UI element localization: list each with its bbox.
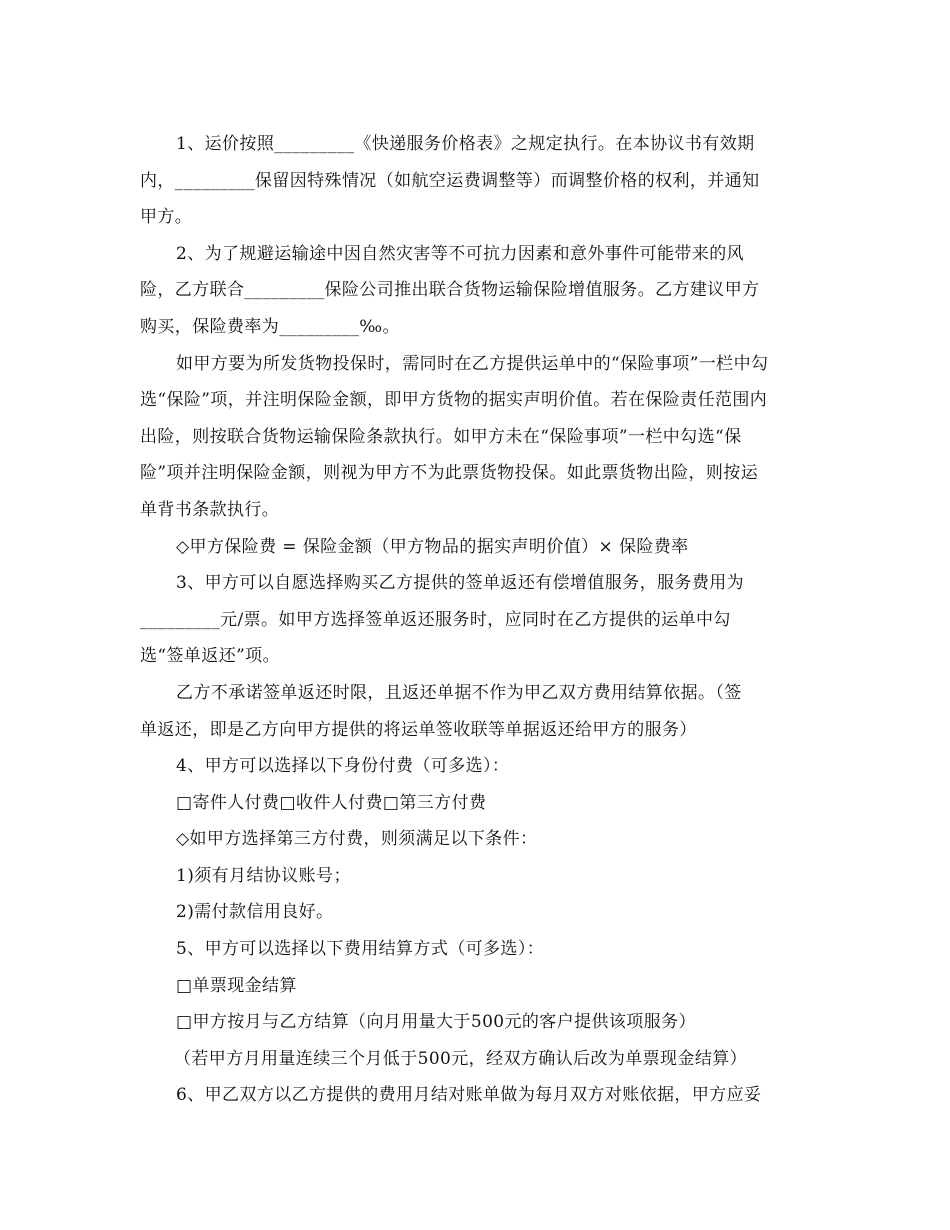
clause-3-line-2: _________元/票。如甲方选择签单返还服务时，应同时在乙方提供的运单中勾 xyxy=(140,609,731,630)
settlement-option-cash: □单票现金结算 xyxy=(176,975,297,996)
clause-3-line-1: 3、甲方可以自愿选择购买乙方提供的签单返还有偿增值服务，服务费用为 xyxy=(176,573,745,594)
clause-3-line-3: 选“签单返还”项。 xyxy=(140,646,280,667)
sign-return-note-line-1: 乙方不承诺签单返还时限，且返还单据不作为甲乙双方费用结算依据。（签 xyxy=(176,682,742,703)
insurance-paragraph-line-3: 出险，则按联合货物运输保险条款执行。如甲方未在“保险事项”一栏中勾选“保 xyxy=(140,426,742,447)
insurance-formula: ◇甲方保险费 = 保险金额（甲方物品的据实声明价值）× 保险费率 xyxy=(176,536,689,557)
clause-5-heading: 5、甲方可以选择以下费用结算方式（可多选）： xyxy=(176,939,545,960)
clause-1-line-2: 内，_________保留因特殊情况（如航空运费调整等）而调整价格的权利，并通知 xyxy=(140,170,760,191)
clause-1-line-3: 甲方。 xyxy=(140,207,193,228)
clause-2-line-1: 2、为了规避运输途中因自然灾害等不可抗力因素和意外事件可能带来的风 xyxy=(176,243,745,264)
clause-2-line-3: 购买，保险费率为_________‰。 xyxy=(140,316,400,337)
insurance-paragraph-line-4: 险”项并注明保险金额，则视为甲方不为此票货物投保。如此票货物出险，则按运 xyxy=(140,463,759,484)
clause-6-line-1: 6、甲乙双方以乙方提供的费用月结对账单做为每月双方对账依据，甲方应妥 xyxy=(176,1085,762,1106)
contract-page xyxy=(140,126,810,1114)
clause-1-line-1: 1、运价按照_________《快递服务价格表》之规定执行。在本协议书有效期 xyxy=(176,134,755,154)
sign-return-note-line-2: 单返还，即是乙方向甲方提供的将运单签收联等单据返还给甲方的服务） xyxy=(140,719,697,740)
payer-options: □寄件人付费□收件人付费□第三方付费 xyxy=(176,792,487,813)
settlement-option-monthly: □甲方按月与乙方结算（向月用量大于500元的客户提供该项服务） xyxy=(176,1012,696,1033)
condition-2: 2)需付款信用良好。 xyxy=(176,902,334,923)
insurance-paragraph-line-1: 如甲方要为所发货物投保时，需同时在乙方提供运单中的“保险事项”一栏中勾 xyxy=(176,353,769,374)
clause-2-line-2: 险，乙方联合_________保险公司推出联合货物运输保险增值服务。乙方建议甲方 xyxy=(140,280,760,301)
clause-4-heading: 4、甲方可以选择以下身份付费（可多选）： xyxy=(176,756,510,777)
insurance-paragraph-line-2: 选“保险”项，并注明保险金额，即甲方货物的据实声明价值。若在保险责任范围内 xyxy=(140,390,768,411)
third-party-conditions: ◇如甲方选择第三方付费，则须满足以下条件： xyxy=(176,829,538,850)
settlement-note: （若甲方月用量连续三个月低于500元，经双方确认后改为单票现金结算） xyxy=(174,1048,748,1069)
insurance-paragraph-line-5: 单背书条款执行。 xyxy=(140,499,280,520)
condition-1: 1)须有月结协议账号； xyxy=(176,865,351,886)
